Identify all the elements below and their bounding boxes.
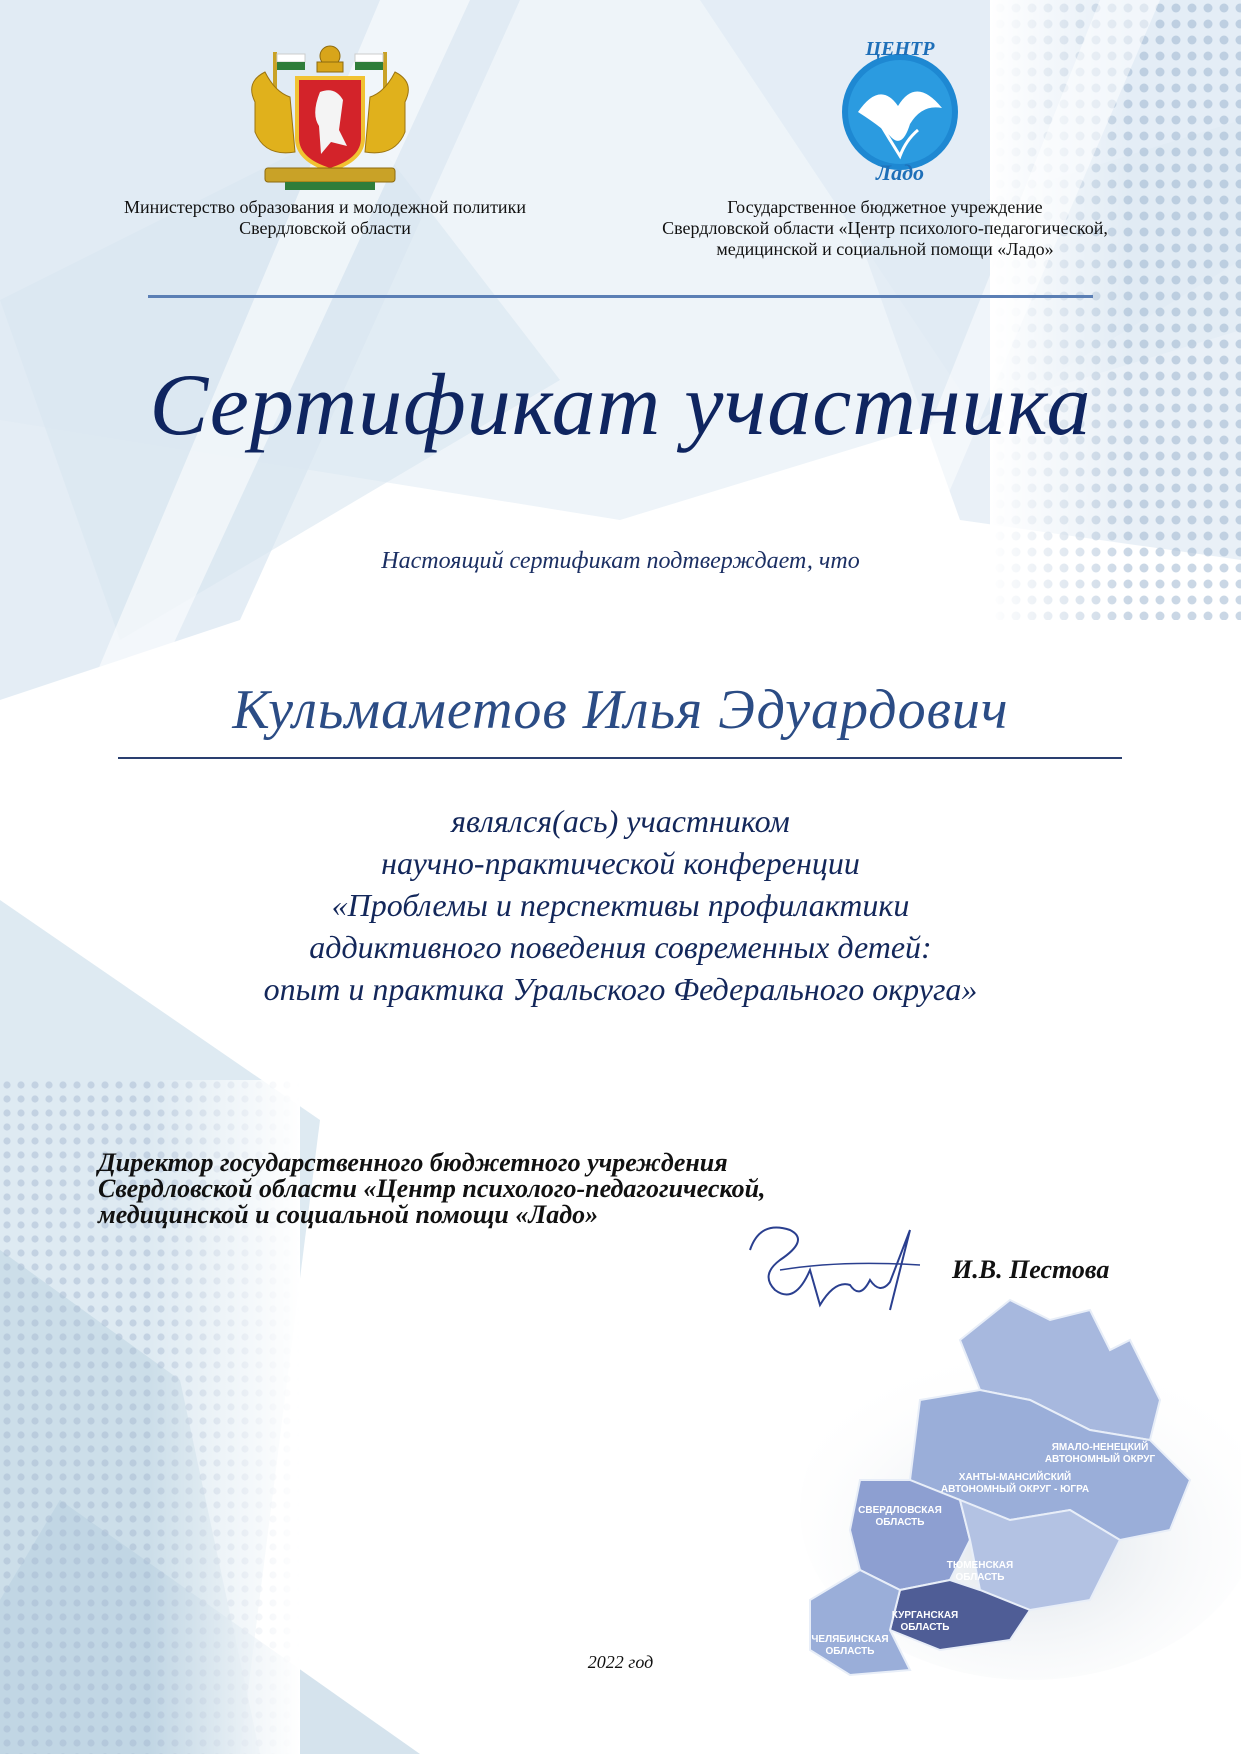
right-org-line2: Свердловской области «Центр психолого-педагогической, <box>662 218 1108 238</box>
map-label-tyumen-line1: ТЮМЕНСКАЯ <box>946 1560 1014 1571</box>
map-label-chelyabinsk-line2: ОБЛАСТЬ <box>825 1646 875 1657</box>
certificate-subtitle: Настоящий сертификат подтверждает, что <box>381 548 860 574</box>
map-label-tyumen-line2: ОБЛАСТЬ <box>955 1572 1005 1583</box>
director-title <box>98 1150 766 1228</box>
coat-of-arms-icon <box>235 42 425 192</box>
map-label-sverdlovsk-line1: СВЕРДЛОВСКАЯ <box>858 1505 942 1516</box>
map-label-yamal-line2: АВТОНОМНЫЙ ОКРУГ <box>1044 1454 1156 1465</box>
map-label-sverdlovsk <box>850 1505 950 1529</box>
right-organization <box>610 197 1160 260</box>
recipient-name: Кульмаметов Илья Эдуардович <box>232 679 1009 741</box>
map-label-khanty <box>940 1472 1090 1496</box>
certificate-body <box>0 800 1241 1010</box>
director-line2: Свердловской области «Центр психолого-педагогической, <box>98 1174 766 1203</box>
body-line3: «Проблемы и перспективы профилактики <box>331 887 910 923</box>
lado-logo-top-text: ЦЕНТР <box>865 38 935 60</box>
signer-name: И.В. Пестова <box>952 1255 1110 1284</box>
left-org-line1: Министерство образования и молодежной политики <box>124 197 526 217</box>
certificate-title: Сертификат участника <box>149 357 1092 454</box>
map-label-tyumen <box>935 1560 1025 1584</box>
recipient-underline <box>118 757 1122 759</box>
map-label-sverdlovsk-line2: ОБЛАСТЬ <box>875 1517 925 1528</box>
body-line2: научно-практической конференции <box>381 845 860 881</box>
lado-logo-bottom-text: Ладо <box>875 160 924 185</box>
handwritten-signature <box>740 1210 940 1330</box>
map-label-khanty-line1: ХАНТЫ-МАНСИЙСКИЙ <box>958 1472 1072 1483</box>
director-line3: медицинской и социальной помощи «Ладо» <box>98 1200 599 1229</box>
body-line4: аддиктивного поведения современных детей: <box>309 929 932 965</box>
map-label-chelyabinsk-line1: ЧЕЛЯБИНСКАЯ <box>811 1634 889 1645</box>
map-label-khanty-line2: АВТОНОМНЫЙ ОКРУГ - ЮГРА <box>940 1484 1090 1495</box>
left-org-line2: Свердловской области <box>239 218 411 238</box>
map-label-kurgan-line2: ОБЛАСТЬ <box>900 1622 950 1633</box>
left-organization <box>70 197 580 239</box>
right-org-line1: Государственное бюджетное учреждение <box>727 197 1043 217</box>
certificate-year: 2022 год <box>587 1652 654 1672</box>
map-label-kurgan-line1: КУРГАНСКАЯ <box>891 1610 959 1621</box>
body-line5: опыт и практика Уральского Федерального округа» <box>263 971 978 1007</box>
body-line1: являлся(ась) участником <box>451 803 790 839</box>
map-label-yamal <box>1030 1442 1170 1466</box>
map-label-yamal-line1: ЯМАЛО-НЕНЕЦКИЙ <box>1051 1442 1149 1453</box>
header-divider <box>148 295 1093 298</box>
director-line1: Директор государственного бюджетного учреждения <box>98 1148 728 1177</box>
map-label-kurgan <box>880 1610 970 1634</box>
right-org-line3: медицинской и социальной помощи «Ладо» <box>716 239 1054 259</box>
